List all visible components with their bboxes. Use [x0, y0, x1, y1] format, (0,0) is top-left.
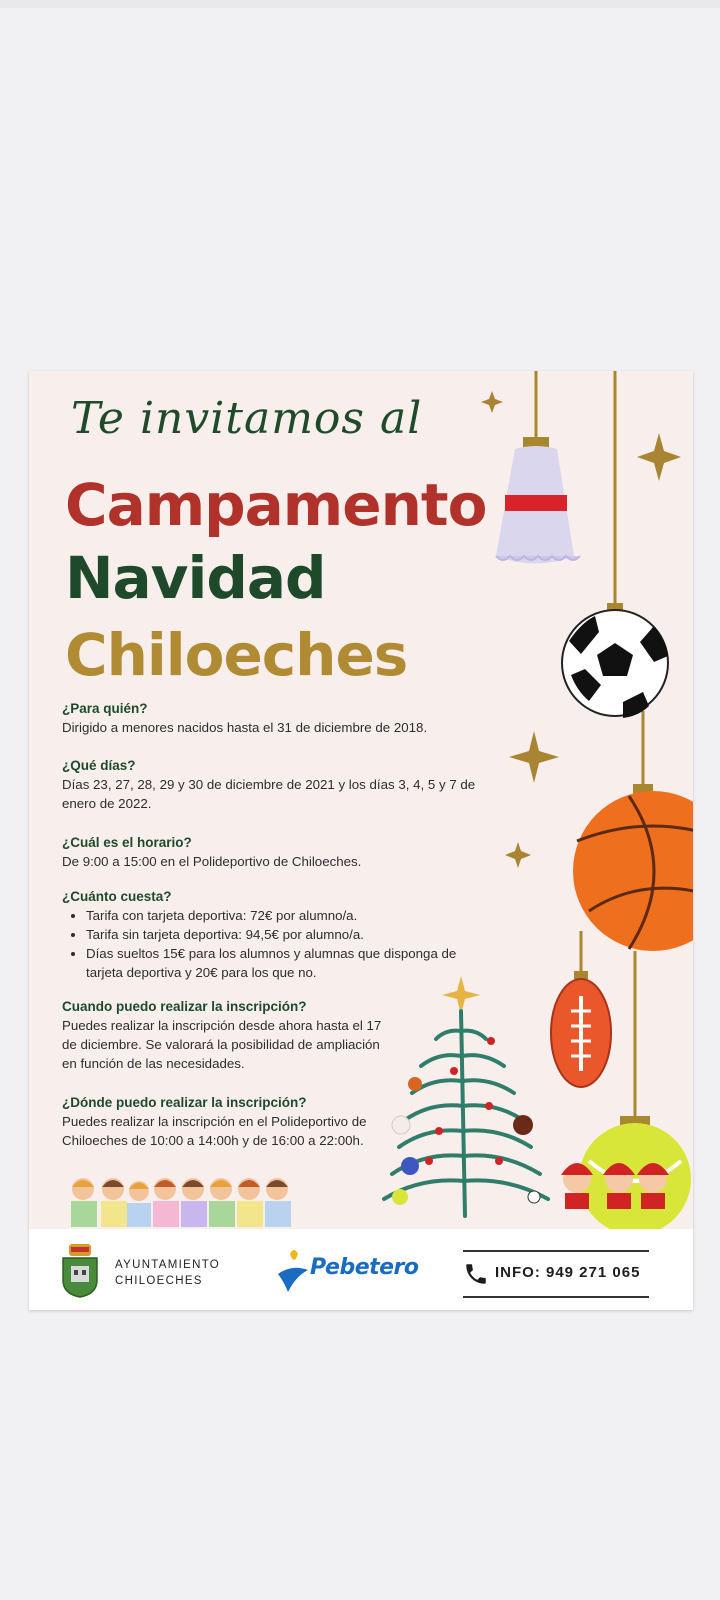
- rugby-ball-icon: [551, 971, 611, 1087]
- kids-illustration: [69, 1173, 319, 1229]
- price-list: [62, 906, 492, 982]
- section-days-text: Días 23, 27, 28, 29 y 30 de diciembre de 2021 y los días 3, 4, 5 y 7 de enero de 2022.: [62, 777, 476, 811]
- section-price: [62, 887, 492, 982]
- status-bar: [0, 0, 720, 8]
- phone-icon: [463, 1261, 489, 1287]
- ayuntamiento-line2: CHILOECHES: [115, 1275, 203, 1287]
- ayuntamiento-line1: AYUNTAMIENTO: [115, 1259, 221, 1271]
- poster-image[interactable]: [29, 371, 693, 1310]
- section-schedule: [62, 833, 492, 871]
- soccer-ball-icon: [562, 603, 668, 718]
- title-navidad: Navidad: [65, 544, 326, 612]
- price-item: • Días sueltos 15€ para los alumnos y alumnas que disponga de tarjeta deportiva y 20€ para los que no.: [86, 944, 492, 982]
- pebetero-brand: Pebetero: [310, 1255, 419, 1280]
- invite-greeting: Te invitamos al: [71, 393, 423, 444]
- price-item: • Tarifa con tarjeta deportiva: 72€ por alumno/a.: [86, 906, 492, 925]
- section-who-heading: ¿Para quién?: [62, 701, 148, 716]
- section-days: [62, 756, 492, 813]
- shuttlecock-icon: [496, 437, 580, 564]
- section-when: [62, 997, 392, 1073]
- santa-kids-icon: [561, 1163, 669, 1209]
- section-where-heading: ¿Dónde puedo realizar la inscripción?: [62, 1095, 307, 1110]
- info-box: [463, 1250, 649, 1298]
- section-when-text: Puedes realizar la inscripción desde ahora hasta el 17 de diciembre. Se valorará la posibilidad de ampliación en función de las necesidades.: [62, 1018, 382, 1071]
- title-campamento: Campamento: [65, 471, 487, 539]
- tennis-ball-icon: [579, 1116, 691, 1235]
- section-when-heading: Cuando puedo realizar la inscripción?: [62, 999, 307, 1014]
- section-where-text: Puedes realizar la inscripción en el Polideportivo de Chiloeches de 10:00 a 14:00h y de 16:00 a 22:00h.: [62, 1114, 367, 1148]
- section-where: [62, 1093, 392, 1150]
- christmas-tree-icon: [384, 1011, 548, 1216]
- ayuntamiento-label: [115, 1257, 220, 1289]
- poster-footer: [29, 1229, 693, 1310]
- title-chiloeches: Chiloeches: [65, 621, 408, 689]
- section-schedule-text: De 9:00 a 15:00 en el Polideportivo de Chiloeches.: [62, 854, 362, 869]
- section-who: [62, 699, 492, 737]
- section-price-heading: ¿Cuánto cuesta?: [62, 889, 172, 904]
- price-item: • Tarifa sin tarjeta deportiva: 94,5€ por alumno/a.: [86, 925, 492, 944]
- section-schedule-heading: ¿Cuál es el horario?: [62, 835, 192, 850]
- coat-of-arms-icon: [61, 1242, 99, 1298]
- basketball-icon: [573, 784, 693, 951]
- section-who-text: Dirigido a menores nacidos hasta el 31 de diciembre de 2018.: [62, 720, 428, 735]
- info-phone[interactable]: INFO: 949 271 065: [495, 1264, 641, 1281]
- section-days-heading: ¿Qué días?: [62, 758, 136, 773]
